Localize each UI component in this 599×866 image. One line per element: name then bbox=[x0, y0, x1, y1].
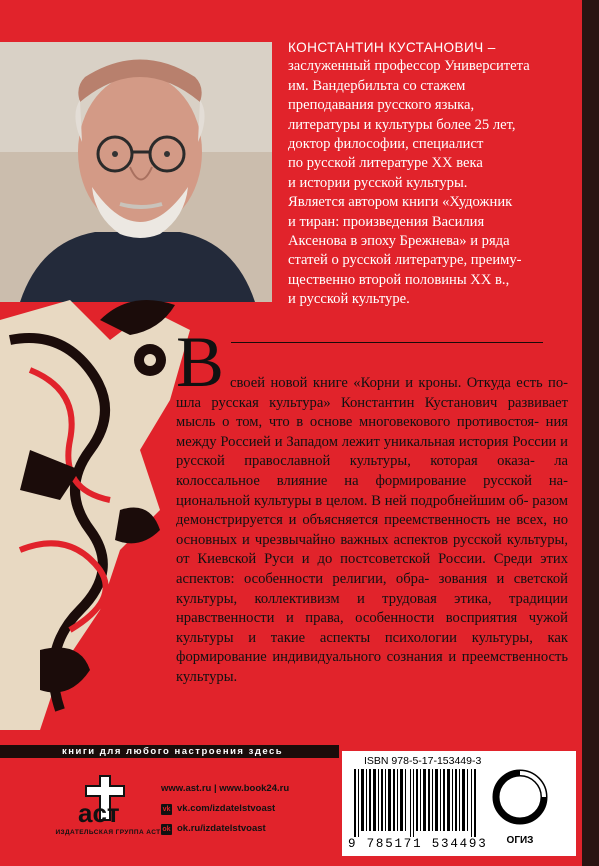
barcode-panel bbox=[342, 751, 576, 856]
bio-line: преподавания русского языка, bbox=[288, 97, 475, 114]
bio-line: заслуженный профессор Университета bbox=[288, 58, 530, 75]
author-bio bbox=[288, 38, 573, 310]
description-first-line: своей новой книге «Корни и кроны. Откуда есть по- bbox=[230, 375, 568, 391]
barcode-digits: 9 785171 534493 bbox=[348, 837, 488, 851]
ok-link[interactable]: ok.ru/izdatelstvoast bbox=[177, 823, 266, 834]
imprint-name: ОГИЗ bbox=[506, 835, 534, 846]
drop-cap: В bbox=[176, 322, 225, 402]
vk-icon: vk bbox=[162, 805, 171, 813]
bio-line: статей о русской литературе, преиму- bbox=[288, 252, 522, 269]
websites-row bbox=[161, 779, 289, 799]
logo-text: аст bbox=[78, 798, 120, 828]
bio-line: и истории русской культуры. bbox=[288, 174, 468, 191]
publisher-caption: ИЗДАТЕЛЬСКАЯ ГРУППА АСТ bbox=[55, 829, 161, 836]
bio-line: и русской культуре. bbox=[288, 291, 410, 308]
ok-row bbox=[161, 819, 289, 839]
ok-icon: ok bbox=[162, 825, 171, 833]
folk-ornament-illustration bbox=[0, 250, 200, 730]
vk-link[interactable]: vk.com/izdatelstvoast bbox=[177, 803, 276, 814]
bio-line: по русской литературе XX века bbox=[288, 155, 483, 172]
description-body: мысль о том, что в основе многовекового противостоя- ния между Россией и Западом лежит уникальная история России и русской православной культуры, которая оказа- ла колоссальное влияние на формирование русской на- циональной культуры в целом. В ней подробнейшим об- разом демонстрируется и объясняется преемственность не всех, но основных и чрезвычайно важных аспектов русской культуры, от Киевской Руси и до постсоветской России. Среди этих аспектов: особенности религии, обра- зования и светской культуры, коллективизм и трудовая этика, традиции нравственности и права, особенности восприятия чужой культуры и такие аспекты психологии культуры, как формирование индивидуального сознания и преемственность культуры. bbox=[176, 414, 568, 685]
bio-line: им. Вандербильта со стажем bbox=[288, 77, 466, 94]
book-description bbox=[176, 322, 568, 688]
publisher-links bbox=[161, 779, 289, 839]
bio-line: литературы и культуры более 25 лет, bbox=[288, 116, 516, 133]
websites-link[interactable]: www.ast.ru | www.book24.ru bbox=[161, 783, 290, 794]
isbn-number: ISBN 978-5-17-153449-3 bbox=[364, 755, 482, 767]
description-second-line: шла русская культура» Константин Кустанович развивает bbox=[176, 394, 568, 411]
spine-edge bbox=[582, 0, 599, 866]
bio-line: щественно второй половины XX в., bbox=[288, 271, 510, 288]
vk-row bbox=[161, 799, 289, 819]
bio-line: Аксенова в эпоху Брежнева» и ряда bbox=[288, 233, 510, 250]
tagline-text: книги для любого настроения здесь bbox=[62, 746, 284, 757]
barcode-icon bbox=[346, 769, 486, 837]
author-name: КОНСТАНТИН КУСТАНОВИЧ – bbox=[288, 40, 496, 55]
tagline-bar bbox=[0, 745, 339, 758]
ogiz-logo-icon bbox=[492, 767, 548, 827]
bio-line: и тиран: произведения Василия bbox=[288, 213, 485, 230]
bio-line: доктор философии, специалист bbox=[288, 136, 484, 153]
bio-line: Является автором книги «Художник bbox=[288, 194, 513, 211]
